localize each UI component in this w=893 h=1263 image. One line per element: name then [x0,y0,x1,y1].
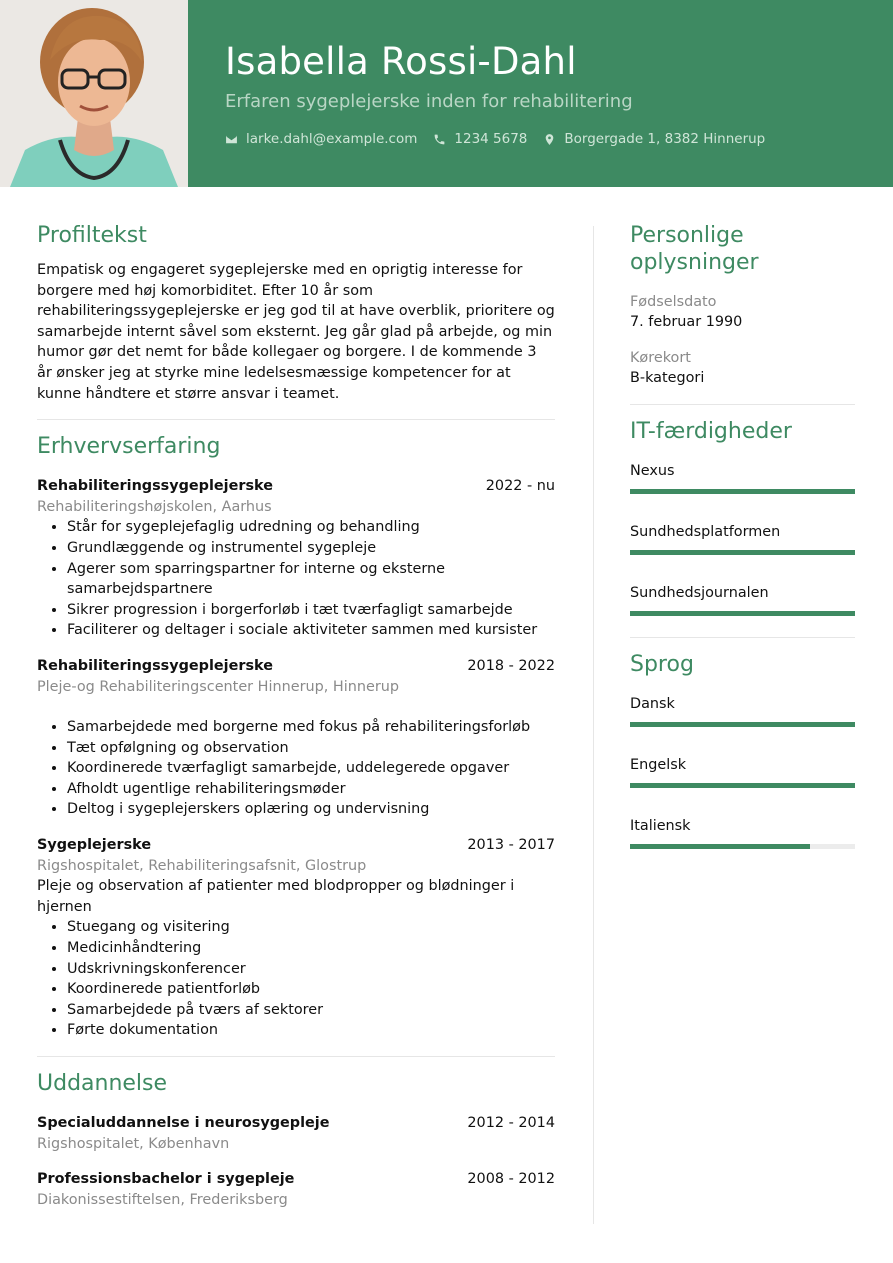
sidebar-column [630,222,855,849]
profile-heading: Profiltekst [37,223,147,248]
contact-email[interactable] [225,131,417,147]
language-level-bar [630,844,855,849]
phone-text: 1234 5678 [454,131,528,147]
it-skill-item [630,583,855,616]
column-divider [593,226,594,1224]
section-divider [37,419,555,420]
language-name: Italiensk [630,818,691,834]
job-title: Rehabiliteringssygeplejerske [37,657,273,674]
phone-icon [433,133,446,146]
bullet-item: • Tæt opfølgning og observation [67,738,555,759]
education-entry [37,1113,555,1154]
language-level-fill [630,722,855,727]
job-employer: Rigshospitalet, Rehabiliteringsafsnit, Glostrup [37,857,367,874]
personal-section [630,222,855,388]
it-skills-list [630,461,855,616]
section-divider [630,637,855,638]
language-item [630,694,855,727]
experience-section [37,433,555,1041]
location-pin-icon [543,133,556,146]
it-skill-level-fill [630,611,855,616]
it-skill-item [630,522,855,555]
education-heading: Uddannelse [37,1071,168,1096]
languages-section [630,651,855,849]
job-entry [37,656,555,820]
it-skill-level-bar [630,550,855,555]
bullet-item: • Koordinerede tværfagligt samarbejde, uddelegerede opgaver [67,758,555,779]
bullet-item: • Udskrivningskonferencer [67,959,555,980]
birthdate-value: 7. februar 1990 [630,314,743,330]
bullet-item: • Deltog i sygeplejerskers oplæring og undervisning [67,799,555,820]
bullet-item: • Grundlæggende og instrumentel sygepleje [67,538,555,559]
bullet-item: • Sikrer progression i borgerforløb i tæt tværfagligt samarbejde [67,600,555,621]
email-text: larke.dahl@example.com [246,131,418,147]
bullet-item: • Faciliterer og deltager i sociale aktiviteter sammen med kursister [67,620,555,641]
it-skill-name: Sundhedsplatformen [630,524,781,540]
cv-header [0,0,893,187]
language-level-fill [630,783,855,788]
education-section [37,1070,555,1210]
education-period: 2012 - 2014 [467,1115,555,1131]
it-skill-level-fill [630,489,855,494]
mail-icon [225,133,238,146]
language-level-bar [630,783,855,788]
profile-text: Empatisk og engageret sygeplejerske med en oprigtig interesse for borgere med høj komorbiditet. Efter 10 år som rehabiliteringssygeplejerske er jeg god til at have overblik, prioritere og samarbejde internt såvel som eksternt. Jeg går glad på arbejde, og min humor gør det nemt for både kollegaer og borgere. I de kommende 3 år ønsker jeg at styrke mine ledelsesmæssige kompetencer for at kunne håndtere et større ansvar i teamet. [37,262,555,402]
job-title: Sygeplejerske [37,837,152,854]
job-employer: Pleje-og Rehabiliteringscenter Hinnerup, Hinnerup [37,678,399,695]
address-text: Borgergade 1, 8382 Hinnerup [564,131,766,147]
languages-heading: Sprog [630,652,694,677]
experience-heading: Erhvervserfaring [37,434,221,460]
bullet-item: • Står for sygeplejefaglig udredning og behandling [67,517,555,538]
language-item [630,755,855,788]
main-column [37,222,555,1210]
job-bullets [37,517,555,641]
job-period: 2018 - 2022 [467,657,555,674]
bullet-item: • Medicinhåndtering [67,938,555,959]
languages-list [630,694,855,849]
section-divider [630,404,855,405]
job-period: 2022 - nu [485,478,555,495]
job-bullets [37,917,555,1041]
contact-phone[interactable] [433,131,527,147]
bullet-item: • Samarbejdede med borgerne med fokus på rehabiliteringsforløb [67,717,555,738]
it-skill-name: Sundhedsjournalen [630,585,769,601]
candidate-name: Isabella Rossi-Dahl [225,40,577,83]
job-employer: Rehabiliteringshøjskolen, Aarhus [37,498,272,515]
job-entry [37,835,555,1041]
language-name: Dansk [630,696,675,712]
language-item [630,816,855,849]
language-name: Engelsk [630,757,687,773]
job-bullets [37,717,555,820]
candidate-title: Erfaren sygeplejerske inden for rehabilitering [225,91,633,112]
it-skill-level-fill [630,550,855,555]
contact-row [225,131,781,147]
personal-heading: Personlige oplysninger [630,223,759,275]
birthdate-label: Fødselsdato [630,294,717,310]
bullet-item: • Stuegang og visitering [67,917,555,938]
bullet-item: • Agerer som sparringspartner for interne og eksterne samarbejdspartnere [67,559,555,600]
language-level-bar [630,722,855,727]
bullet-item: • Koordinerede patientforløb [67,979,555,1000]
bullet-item: • Afholdt ugentlige rehabiliteringsmøder [67,779,555,800]
bullet-item: • Samarbejdede på tværs af sektorer [67,1000,555,1021]
it-skill-level-bar [630,611,855,616]
license-value: B-kategori [630,370,705,386]
profile-section [37,222,555,404]
job-description: Pleje og observation af patienter med blodpropper og blødninger i hjernen [37,878,515,915]
license-label: Kørekort [630,350,691,366]
job-title: Rehabiliteringssygeplejerske [37,478,273,495]
it-skills-section [630,418,855,616]
contact-address [543,131,765,147]
education-institution: Diakonissestiftelsen, Frederiksberg [37,1191,288,1208]
education-period: 2008 - 2012 [467,1171,555,1188]
profile-photo [0,0,188,187]
education-entry [37,1169,555,1210]
education-title: Specialuddannelse i neurosygepleje [37,1115,330,1131]
job-entry [37,476,555,641]
education-title: Professionsbachelor i sygepleje [37,1171,295,1188]
it-skill-name: Nexus [630,463,675,479]
section-divider [37,1056,555,1057]
it-skills-heading: IT-færdigheder [630,419,792,444]
it-skill-level-bar [630,489,855,494]
it-skill-item [630,461,855,494]
language-level-fill [630,844,810,849]
job-period: 2013 - 2017 [467,837,555,854]
education-institution: Rigshospitalet, København [37,1135,230,1152]
bullet-item: • Førte dokumentation [67,1020,555,1041]
